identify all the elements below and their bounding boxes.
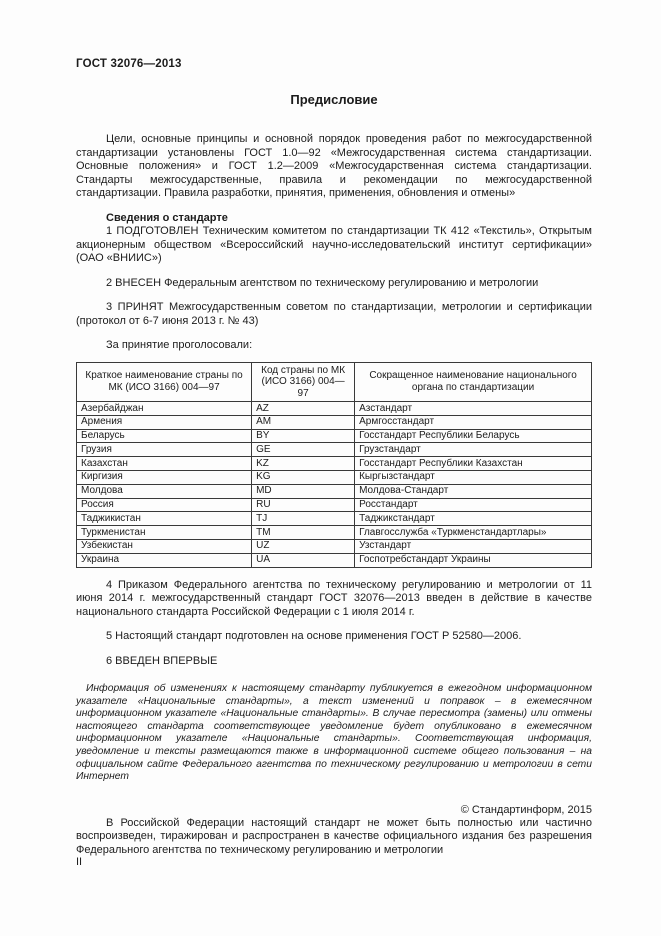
page-content (76, 58, 592, 857)
country-name-cell: Туркменистан (77, 526, 252, 540)
amendments-note: Информация об изменениях к настоящему стандарту публикуется в ежегодном информационном указателе «Национальные стандарты», а текст изменений и поправок – в ежемесячном информационном указателе «Национальные стандарты». В случае пересмотра (замены) или отмены настоящего стандарта соответствующее уведомление будет опубликовано в ежемесячном информационном указателе «Национальные стандарты». Соответствующая информация, уведомление и тексты размещаются также в информационной системе общего пользования – на официальном сайте Федерального агентства по техническому регулированию и метрологии в сети Интернет (76, 683, 592, 783)
country-name-cell: Россия (77, 498, 252, 512)
country-code-cell: TM (252, 526, 355, 540)
page-number: II (76, 856, 83, 868)
vote-table (76, 362, 592, 568)
table-row (77, 526, 592, 540)
country-name-cell: Киргизия (77, 470, 252, 484)
country-name-cell: Молдова (77, 484, 252, 498)
country-name-cell: Азербайджан (77, 402, 252, 416)
country-code-cell: AZ (252, 402, 355, 416)
org-name-cell: Армгосстандарт (355, 415, 592, 429)
item-first-time: 6 ВВЕДЕН ВПЕРВЫЕ (106, 654, 218, 667)
table-row (77, 415, 592, 429)
country-code-cell: MD (252, 484, 355, 498)
table-row (77, 512, 592, 526)
page-title: Предисловие (290, 92, 378, 107)
country-name-cell: Грузия (77, 443, 252, 457)
table-row (77, 457, 592, 471)
vote-table-body (77, 402, 592, 568)
org-name-cell: Молдова-Стандарт (355, 484, 592, 498)
country-code-cell: RU (252, 498, 355, 512)
table-row (77, 539, 592, 553)
country-name-cell: Таджикистан (77, 512, 252, 526)
col-header-country-code: Код страны по МК (ИСО 3166) 004—97 (252, 362, 355, 402)
item-prepared: 1 ПОДГОТОВЛЕН Техническим комитетом по стандартизации ТК 412 «Текстиль», Открытым акционерным обществом «Всероссийский научно-исследовательский институт сертификации» (ОАО «ВНИИС») (76, 225, 592, 264)
org-name-cell: Кыргызстандарт (355, 470, 592, 484)
country-code-cell: TJ (252, 512, 355, 526)
country-code-cell: BY (252, 429, 355, 443)
col-header-org-name: Сокращенное наименование национального органа по стандартизации (355, 362, 592, 402)
country-name-cell: Казахстан (77, 457, 252, 471)
item-basis: 5 Настоящий стандарт подготовлен на основе применения ГОСТ Р 52580—2006. (106, 630, 522, 643)
org-name-cell: Госстандарт Республики Беларусь (355, 429, 592, 443)
table-row (77, 484, 592, 498)
org-name-cell: Госпотребстандарт Украины (355, 553, 592, 567)
intro-paragraph: Цели, основные принципы и основной порядок проведения работ по межгосударственной стандартизации установлены ГОСТ 1.0—92 «Межгосударственная система стандартизации. Основные положения» и ГОСТ 1.2—2009 «Межгосударственная система стандартизации. Стандарты межгосударственные, правила и рекомендации по межгосударственной стандартизации. Правила разработки, принятия, применения, обновления и отмены» (76, 133, 592, 199)
item-order: 4 Приказом Федерального агентства по техническому регулированию и метрологии от 11 июня 2014 г. межгосударственный стандарт ГОСТ 32076—2013 введен в действие в качестве национального стандарта Российской Федерации с 1 июля 2014 г. (76, 578, 592, 618)
org-name-cell: Главгосслужба «Туркменстандартлары» (355, 526, 592, 540)
table-row (77, 402, 592, 416)
item-submitted: 2 ВНЕСЕН Федеральным агентством по техническому регулированию и метрологии (106, 276, 539, 289)
doc-number: ГОСТ 32076—2013 (76, 58, 182, 70)
org-name-cell: Грузстандарт (355, 443, 592, 457)
country-name-cell: Беларусь (77, 429, 252, 443)
restriction-paragraph: В Российской Федерации настоящий стандарт не может быть полностью или частично воспроизведен, тиражирован и распространен в качестве официального издания без разрешения Федерального агентства по техническому регулированию и метрологии (76, 816, 592, 856)
table-row (77, 470, 592, 484)
table-row (77, 498, 592, 512)
org-name-cell: Узстандарт (355, 539, 592, 553)
country-name-cell: Армения (77, 415, 252, 429)
country-code-cell: AM (252, 415, 355, 429)
org-name-cell: Азстандарт (355, 402, 592, 416)
table-row (77, 443, 592, 457)
vote-table-header-row (77, 362, 592, 402)
org-name-cell: Госстандарт Республики Казахстан (355, 457, 592, 471)
standard-info-heading: Сведения о стандарте (106, 211, 228, 224)
country-code-cell: GE (252, 443, 355, 457)
table-row (77, 553, 592, 567)
country-code-cell: KG (252, 470, 355, 484)
org-name-cell: Таджикстандарт (355, 512, 592, 526)
vote-intro: За принятие проголосовали: (106, 339, 253, 351)
country-code-cell: UZ (252, 539, 355, 553)
org-name-cell: Росстандарт (355, 498, 592, 512)
country-code-cell: KZ (252, 457, 355, 471)
table-row (77, 429, 592, 443)
col-header-country-name: Краткое наименование страны по МК (ИСО 3166) 004—97 (77, 362, 252, 402)
item-adopted: 3 ПРИНЯТ Межгосударственным советом по стандартизации, метрологии и сертификации (протокол от 6-7 июня 2013 г. № 43) (76, 301, 592, 327)
country-name-cell: Украина (77, 553, 252, 567)
country-code-cell: UA (252, 553, 355, 567)
copyright-notice: © Стандартинформ, 2015 (460, 803, 592, 816)
country-name-cell: Узбекистан (77, 539, 252, 553)
